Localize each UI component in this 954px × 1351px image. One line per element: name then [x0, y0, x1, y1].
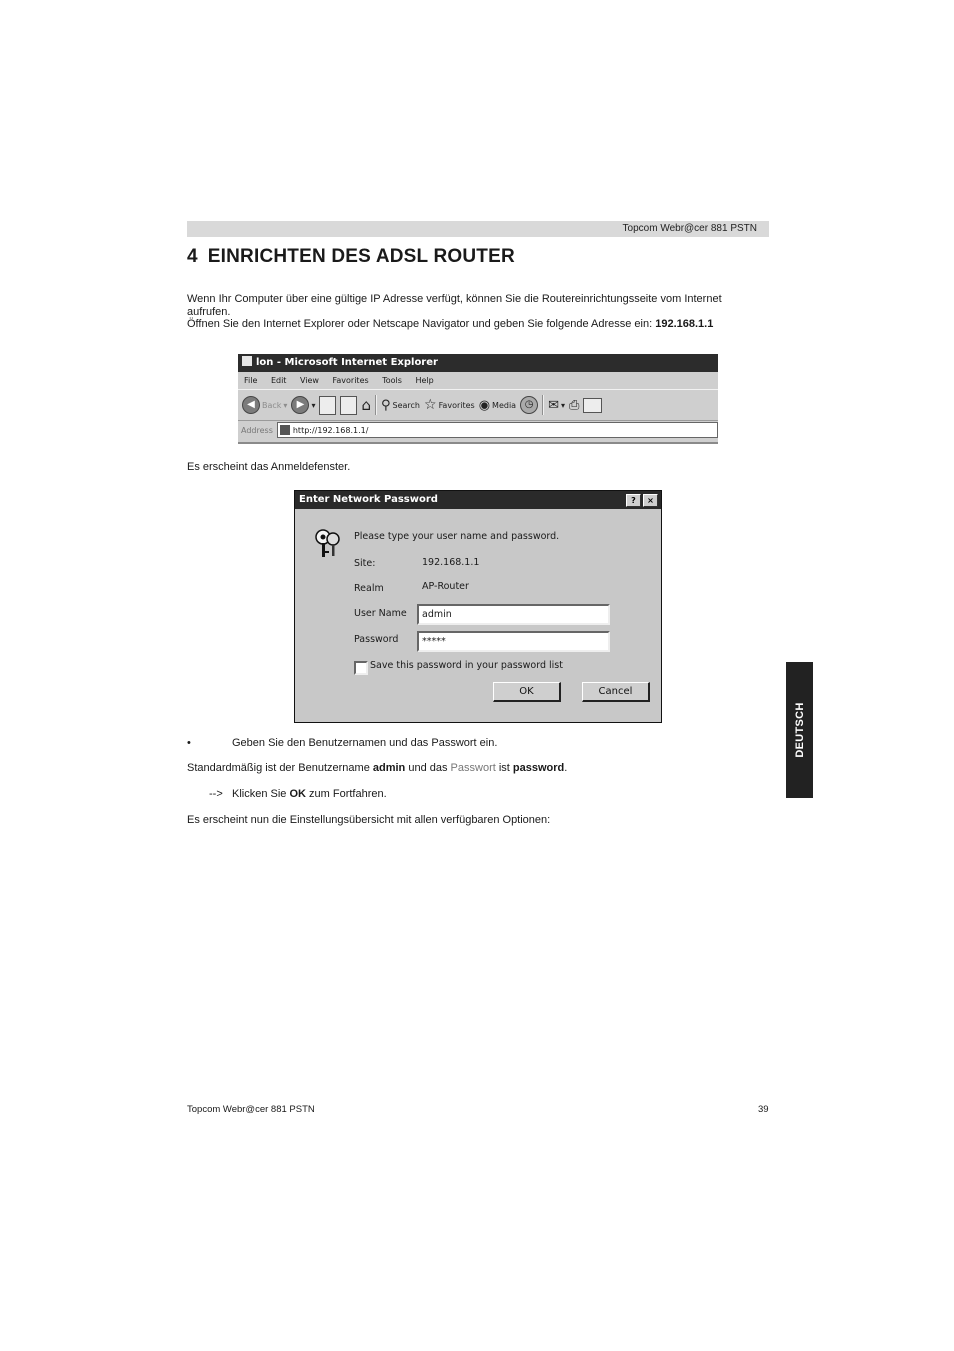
- intro-line-2: aufrufen.: [187, 305, 231, 318]
- browser-toolbar: [238, 389, 718, 421]
- defaults-prefix: Standardmäßig ist der Benutzername: [187, 762, 373, 774]
- keys-icon: [313, 527, 343, 561]
- header-product: Topcom Webr@cer 881 PSTN: [622, 223, 757, 234]
- site-value: 192.168.1.1: [422, 557, 480, 568]
- stop-button[interactable]: [319, 396, 336, 415]
- language-label: DEUTSCH: [793, 702, 806, 758]
- dialog-prompt: Please type your user name and password.: [354, 531, 560, 542]
- favorites-button[interactable]: [424, 397, 475, 413]
- ie-app-icon: [242, 356, 252, 366]
- address-value: http://192.168.1.1/: [292, 425, 369, 435]
- menu-view[interactable]: View: [299, 376, 319, 385]
- menu-file[interactable]: File: [244, 376, 258, 385]
- close-button[interactable]: ×: [643, 494, 658, 507]
- intro-paragraph: [187, 293, 747, 331]
- browser-title-bar: [238, 354, 718, 372]
- cancel-button[interactable]: Cancel: [582, 682, 650, 702]
- print-button[interactable]: [569, 398, 579, 413]
- intro-line-1: Wenn Ihr Computer über eine gültige IP Adresse verfügt, können Sie die Routereinrichtungsseite vom Internet: [187, 293, 722, 305]
- address-input[interactable]: [277, 422, 718, 438]
- defaults-mid2: ist: [495, 762, 513, 774]
- password-field[interactable]: *****: [417, 631, 610, 652]
- menu-edit[interactable]: Edit: [270, 376, 287, 385]
- language-side-tab: [786, 662, 813, 798]
- back-button[interactable]: ◀ Back ▾: [242, 396, 287, 414]
- menu-tools[interactable]: Tools: [382, 376, 402, 385]
- media-icon: ◉: [478, 397, 491, 413]
- address-bar: [238, 421, 718, 439]
- browser-menu-bar: [238, 372, 718, 389]
- back-arrow-icon: ◀: [242, 396, 260, 414]
- stop-icon: [319, 396, 336, 415]
- toolbar-separator: [542, 395, 544, 415]
- home-button[interactable]: [361, 396, 371, 414]
- router-address: 192.168.1.1: [655, 318, 714, 330]
- click-ok-instruction: [232, 788, 732, 801]
- favorites-label: Favorites: [438, 400, 475, 410]
- password-dialog: [294, 490, 662, 723]
- print-icon: ⎙: [569, 397, 580, 413]
- site-label: Site:: [354, 558, 376, 569]
- address-label: Address: [241, 425, 273, 435]
- menu-help[interactable]: Help: [415, 376, 434, 385]
- search-label: Search: [392, 400, 420, 410]
- toolbar-separator: [375, 395, 377, 415]
- default-username: admin: [372, 762, 406, 774]
- star-icon: ☆: [424, 397, 437, 413]
- refresh-button[interactable]: [340, 396, 357, 415]
- login-intro: Es erscheint das Anmeldefenster.: [187, 461, 351, 473]
- back-label: Back: [262, 400, 282, 410]
- click-suffix: zum Fortfahren.: [305, 788, 387, 800]
- header-bar: [187, 221, 769, 237]
- click-ok-word: OK: [289, 788, 306, 800]
- realm-value: AP-Router: [422, 581, 469, 592]
- menu-favorites[interactable]: Favorites: [332, 376, 369, 385]
- page-title: [187, 246, 515, 268]
- intro-line-3: Öffnen Sie den Internet Explorer oder Netscape Navigator und geben Sie folgende Adresse ein:: [187, 318, 656, 330]
- browser-title: lon - Microsoft Internet Explorer: [256, 357, 438, 368]
- click-prefix: Klicken Sie: [232, 788, 290, 800]
- section-number: 4: [187, 246, 198, 267]
- forward-arrow-icon: ▶: [291, 396, 309, 414]
- defaults-end: .: [564, 762, 568, 774]
- refresh-icon: [340, 396, 357, 415]
- dialog-title-bar: [295, 491, 661, 509]
- password-label: Password: [354, 634, 399, 645]
- defaults-paragraph: [187, 762, 747, 775]
- realm-label: Realm: [354, 583, 384, 594]
- save-password-checkbox[interactable]: [354, 661, 368, 675]
- overview-paragraph: Es erscheint nun die Einstellungsübersicht mit allen verfügbaren Optionen:: [187, 814, 551, 826]
- default-password: password: [512, 762, 565, 774]
- history-icon: ◷: [520, 396, 538, 414]
- defaults-mid: und das: [405, 762, 451, 774]
- search-icon: ⚲: [380, 397, 391, 413]
- media-button[interactable]: [479, 398, 516, 413]
- media-label: Media: [492, 400, 517, 410]
- password-word: Passwort: [450, 762, 496, 774]
- section-title: EINRICHTEN DES ADSL ROUTER: [207, 246, 515, 267]
- dialog-title: Enter Network Password: [299, 494, 438, 505]
- ok-button[interactable]: OK: [493, 682, 561, 702]
- bullet-text: Geben Sie den Benutzernamen und das Passwort ein.: [232, 737, 498, 749]
- footer-product: Topcom Webr@cer 881 PSTN: [187, 1104, 315, 1115]
- mail-icon: ✉: [548, 397, 559, 413]
- page-number: 39: [758, 1104, 769, 1115]
- username-label: User Name: [354, 608, 407, 619]
- help-button[interactable]: ?: [626, 494, 641, 507]
- history-button[interactable]: [520, 396, 538, 414]
- username-field[interactable]: admin: [417, 604, 610, 625]
- bullet: •: [187, 737, 191, 749]
- edit-icon: [583, 398, 602, 413]
- mail-button[interactable]: ✉ ▾: [548, 397, 565, 413]
- edit-button[interactable]: [583, 398, 602, 413]
- search-button[interactable]: [381, 398, 420, 413]
- save-password-label: Save this password in your password list: [370, 660, 563, 671]
- forward-button[interactable]: ▶ ▾: [291, 396, 315, 414]
- browser-screenshot: [238, 354, 718, 444]
- home-icon: ⌂: [361, 396, 371, 414]
- page-icon: [280, 425, 290, 435]
- arrow-marker: -->: [209, 788, 223, 800]
